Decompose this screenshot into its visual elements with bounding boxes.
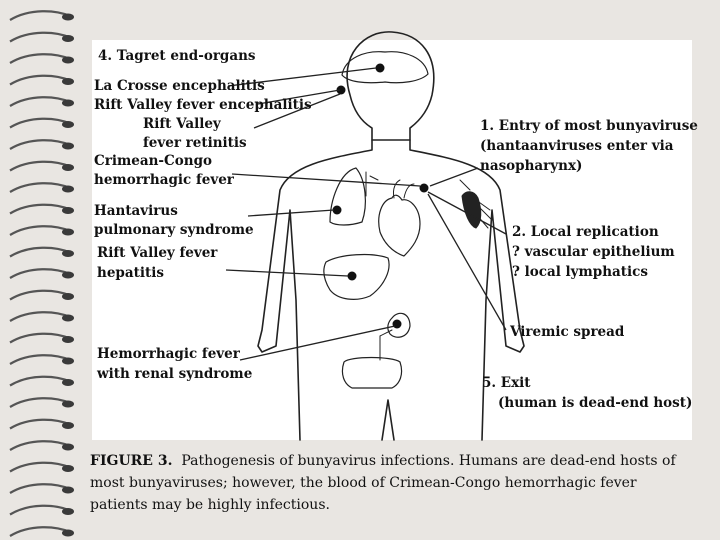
label-hfrs-2: with renal syndrome — [97, 366, 253, 382]
label-local-2: ? vascular epithelium — [512, 244, 675, 260]
bladder-icon — [342, 358, 401, 389]
figure-label: FIGURE 3. — [90, 453, 173, 469]
label-rvf-retinitis-2: fever retinitis — [143, 135, 247, 151]
label-cchf-1: Crimean-Congo — [94, 153, 213, 169]
label-rvf-hepatitis-2: hepatitis — [97, 265, 164, 281]
mosquito-icon — [462, 192, 481, 228]
heart-icon — [379, 195, 420, 256]
figure-caption — [90, 450, 690, 516]
label-target-organs: 4. Tagret end-organs — [98, 48, 256, 64]
label-rvf-retinitis-1: Rift Valley — [143, 116, 221, 132]
dot-entry — [420, 184, 429, 193]
head-outline — [347, 32, 434, 140]
label-hantavirus-2: pulmonary syndrome — [94, 222, 254, 238]
label-rvf-encephalitis: Rift Valley fever encephalitis — [94, 97, 312, 113]
label-cchf-2: hemorrhagic fever — [94, 172, 234, 188]
dot-liver — [348, 272, 357, 281]
label-local-3: ? local lymphatics — [512, 264, 648, 280]
label-exit-2: (human is dead-end host) — [498, 395, 693, 411]
lung-icon — [330, 168, 365, 225]
label-la-crosse: La Crosse encephalitis — [94, 78, 265, 94]
label-hantavirus-1: Hantavirus — [94, 203, 178, 219]
label-entry-2: (hantaanviruses enter via — [480, 138, 674, 154]
organ-dots — [333, 64, 429, 329]
dot-brain — [376, 64, 385, 73]
torso-outline — [258, 140, 372, 440]
label-entry-3: nasopharynx) — [480, 158, 583, 174]
label-local-1: 2. Local replication — [512, 224, 659, 240]
label-rvf-hepatitis-1: Rift Valley fever — [97, 245, 218, 261]
label-hfrs-1: Hemorrhagic fever — [97, 346, 240, 362]
label-entry-1: 1. Entry of most bunyaviruse — [480, 118, 698, 134]
dot-kidney — [393, 320, 402, 329]
figure-caption-text: Pathogenesis of bunyavirus infections. Humans are dead-end hosts of most bunyaviruses; however, the blood of Crimean-Congo hemorrhagic fever patients may be highly infectious. — [90, 453, 676, 513]
brain-icon — [342, 52, 428, 83]
label-viremic: Viremic spread — [510, 324, 625, 340]
label-exit-1: 5. Exit — [482, 375, 531, 391]
liver-icon — [324, 255, 389, 300]
